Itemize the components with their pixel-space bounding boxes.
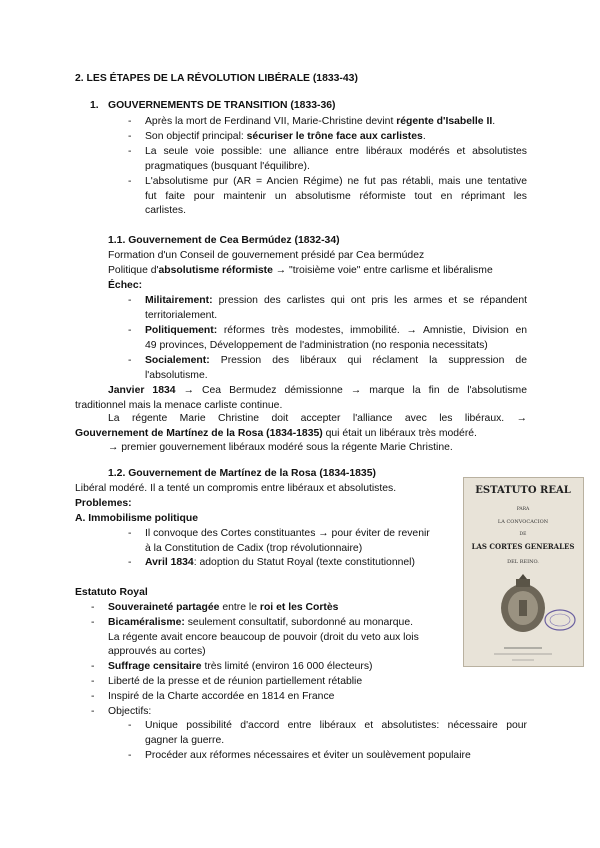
bold-text: Suffrage censitaire xyxy=(108,661,202,672)
section-title: 2. LES ÉTAPES DE LA RÉVOLUTION LIBÉRALE (1833-43) xyxy=(75,73,358,84)
estatuto-item-3 xyxy=(108,660,373,675)
bold-text: Gouvernement de Martínez de la Rosa (1834-1835) xyxy=(75,427,323,439)
text: → "troisième voie" entre carlisme et libéralisme xyxy=(272,265,493,276)
text: Il convoque des Cortes constituantes → pour éviter de revenir xyxy=(145,528,430,539)
text: Après la mort de Ferdinand VII, Marie-Christine devint xyxy=(145,116,397,127)
cover-title: ESTATUTO REAL xyxy=(475,485,571,496)
text: traditionnel mais la menace carliste continue. xyxy=(75,399,283,411)
cover-de: DE xyxy=(519,532,527,537)
text: pragmatiques (busquant l'équilibre). xyxy=(145,160,310,172)
dash: - xyxy=(128,131,132,142)
text: approuvés au cortes) xyxy=(108,646,206,658)
estatuto-item-6: Objectifs: xyxy=(108,706,152,717)
text: l'absolutisme. xyxy=(145,369,208,381)
cea-line1: Formation d'un Conseil de gouvernement présidé par Cea bermúdez xyxy=(108,250,425,261)
text: carlistes. xyxy=(145,205,186,217)
text: . xyxy=(422,131,426,142)
objectif-2: Procéder aux réformes nécessaires et éviter un soulèvement populaire xyxy=(145,750,471,761)
problemes-label: Problemes: xyxy=(75,498,132,509)
bold-text: Souveraineté partagée xyxy=(108,602,220,613)
avril-bullet xyxy=(145,556,415,571)
dash: - xyxy=(128,176,132,187)
bullet-2 xyxy=(145,130,426,145)
bold-text: Janvier 1834 xyxy=(108,385,176,396)
immobilisme-title: A. Immobilisme politique xyxy=(75,513,198,524)
regente-paragraph xyxy=(75,412,527,456)
echec-label: Échec: xyxy=(108,280,143,291)
dash: - xyxy=(128,750,132,761)
text: La seule voie possible: une alliance entre libéraux modérés et absolutistes xyxy=(145,146,527,157)
text: pression des carlistes qui ont pris les armes et se répandent xyxy=(212,295,527,306)
bold-text: Militairement: xyxy=(145,295,213,306)
dash: - xyxy=(128,528,132,539)
text: qui était un libéraux très modéré. xyxy=(322,427,477,439)
text: La régente Marie Christine doit accepter l'alliance avec les libéraux. → xyxy=(108,413,527,424)
dash: - xyxy=(91,706,95,717)
cover-drawing xyxy=(464,478,583,666)
text: entre le xyxy=(219,602,260,613)
bold-text: absolutisme réformiste xyxy=(158,265,273,276)
sub12-title: 1.2. Gouvernement de Martínez de la Rosa (1834-1835) xyxy=(108,468,376,479)
dash: - xyxy=(91,602,95,613)
bullet-3 xyxy=(145,145,527,174)
text: à la Constitution de Cadix (trop révolutionnaire) xyxy=(145,542,363,554)
cea-line2 xyxy=(108,264,493,279)
dash: - xyxy=(91,661,95,672)
estatuto-item-4: Liberté de la presse et de réunion partiellement rétablie xyxy=(108,676,363,687)
bold-text: Bicaméralisme: xyxy=(108,617,185,628)
text: seulement consultatif, subordonné au monarque. xyxy=(184,617,413,628)
dash: - xyxy=(128,325,132,336)
dash: - xyxy=(128,720,132,731)
text: territorialement. xyxy=(145,309,218,321)
text: . xyxy=(492,116,496,127)
estatuto-item-5: Inspiré de la Charte accordée en 1814 en France xyxy=(108,691,335,702)
bold-text: roi et les Cortès xyxy=(259,602,339,613)
text: Politique d' xyxy=(108,265,159,276)
bold-text: Politiquement: xyxy=(145,325,218,336)
dash: - xyxy=(91,617,95,628)
text: : adoption du Statut Royal (texte constitutionnel) xyxy=(193,557,415,568)
dash: - xyxy=(128,355,132,366)
text: gagner la guerre. xyxy=(145,734,225,746)
text: Son objectif principal: xyxy=(145,131,247,142)
cover-convocacion: LA CONVOCACION xyxy=(497,519,549,525)
fail-military xyxy=(145,294,527,323)
cortes-bullet xyxy=(145,527,430,556)
text: très limité (environ 16 000 électeurs) xyxy=(201,661,373,672)
bold-text: Avril 1834 xyxy=(145,557,194,568)
fail-social xyxy=(145,354,527,383)
cover-cortes: LAS CORTES GENERALES xyxy=(471,542,575,551)
bold-text: Socialement: xyxy=(145,355,210,366)
martinez-intro: Libéral modéré. Il a tenté un compromis entre libéraux et absolutistes. xyxy=(75,483,397,494)
sub1-title: GOUVERNEMENTS DE TRANSITION (1833-36) xyxy=(108,100,336,111)
text: Pression des libéraux qui réclament la suppression de xyxy=(209,355,527,366)
objectif-1 xyxy=(145,719,527,748)
cover-reino: DEL REINO. xyxy=(507,559,539,565)
text: → Cea Bermudez démissionne → marque la fin de l'absolutisme xyxy=(175,385,527,396)
bullet-1 xyxy=(145,115,495,130)
text: fut faite pour maintenir un absolutisme réformiste tout en réprimant les xyxy=(145,190,527,202)
bold-text: sécuriser le trône face aux carlistes xyxy=(246,131,423,142)
dash: - xyxy=(91,676,95,687)
estatuto-title: Estatuto Royal xyxy=(75,587,148,598)
dash: - xyxy=(128,116,132,127)
dash: - xyxy=(128,146,132,157)
bold-text: régente d'Isabelle II xyxy=(396,116,493,127)
text: réformes très modestes, immobilité. → Amnistie, Division en xyxy=(217,325,527,336)
estatuto-real-cover-image xyxy=(463,477,584,667)
dash: - xyxy=(128,295,132,306)
fail-political xyxy=(145,324,527,353)
text: 49 provinces, Développement de l'administration (no responia necessitats) xyxy=(145,339,488,351)
sub1-number: 1. xyxy=(90,100,99,111)
text: L'absolutisme pur (AR = Ancien Régime) ne fut pas rétabli, mais une tentative xyxy=(145,176,527,187)
text: Unique possibilité d'accord entre libéraux et absolutistes: nécessaire pour xyxy=(145,720,527,731)
dash: - xyxy=(91,691,95,702)
text: → premier gouvernement libéraux modéré sous la régente Marie Christine. xyxy=(108,442,453,454)
bullet-4 xyxy=(145,175,527,219)
janvier-paragraph xyxy=(75,384,527,413)
estatuto-item-1 xyxy=(108,601,338,616)
cover-para: PARA xyxy=(516,507,530,512)
text: La régente avait encore beaucoup de pouvoir (droit du veto aux lois xyxy=(108,631,419,643)
sub11-title: 1.1. Gouvernement de Cea Bermúdez (1832-34) xyxy=(108,235,340,246)
estatuto-item-2 xyxy=(108,616,419,660)
dash: - xyxy=(128,557,132,568)
